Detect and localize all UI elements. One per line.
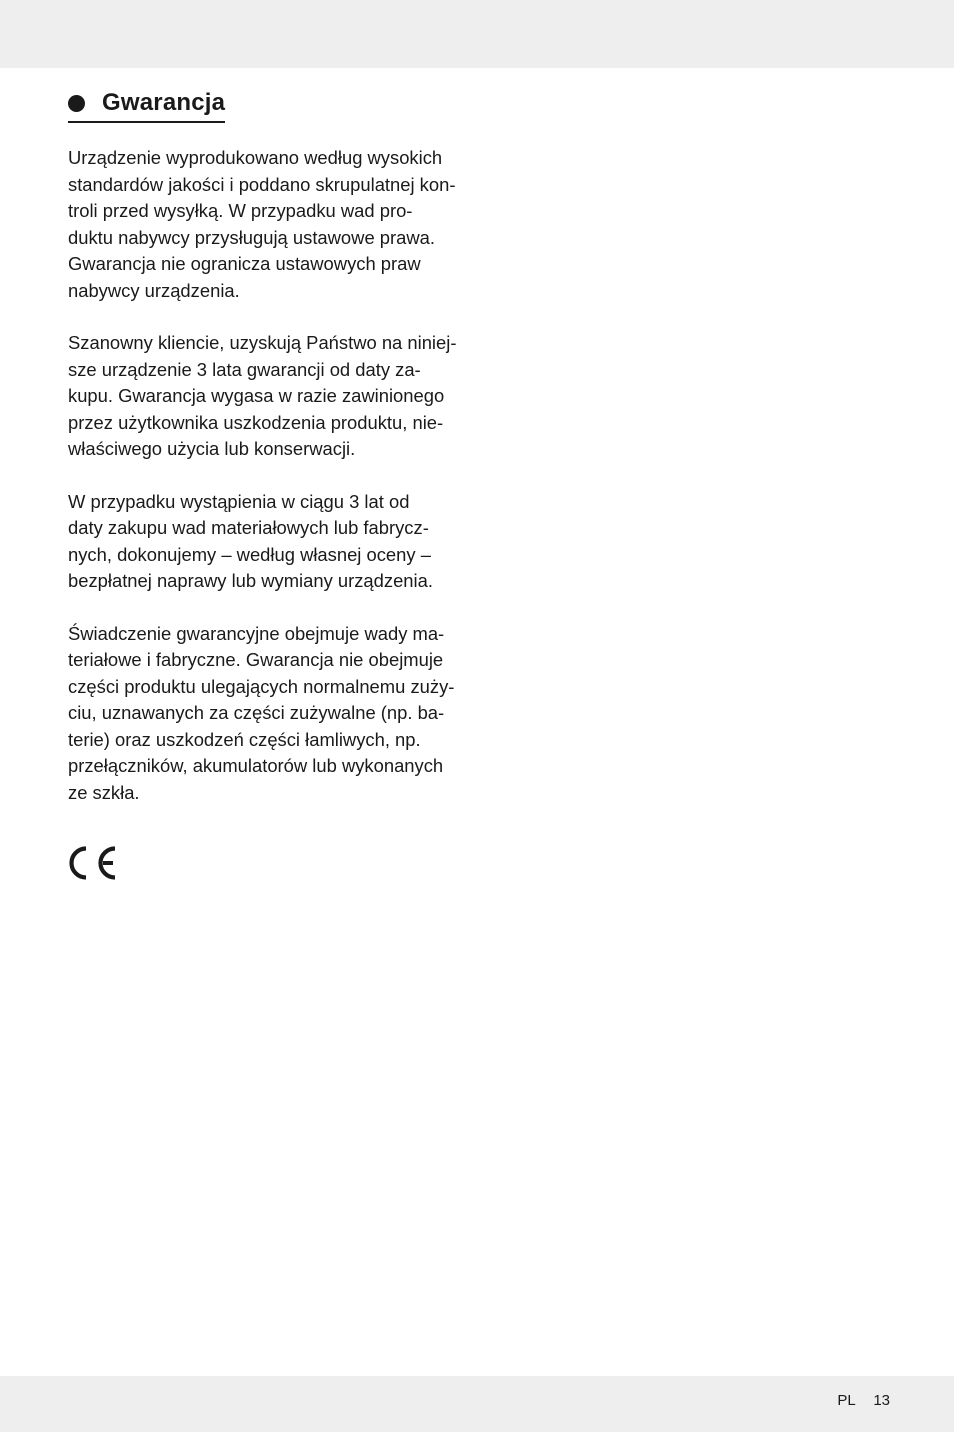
bullet-icon bbox=[68, 95, 85, 112]
text-line: sze urządzenie 3 lata gwarancji od daty za- bbox=[68, 358, 421, 380]
footer-band bbox=[0, 1376, 954, 1432]
text-line: ze szkła. bbox=[68, 781, 140, 803]
text-line: nabywcy urządzenia. bbox=[68, 279, 240, 301]
text-line: ciu, uznawanych za części zużywalne (np. ba- bbox=[68, 702, 445, 723]
language-code: PL bbox=[837, 1392, 856, 1409]
paragraph-2 bbox=[68, 330, 468, 463]
text-line: teriałowe i fabryczne. Gwarancja nie obejmuje bbox=[68, 649, 444, 670]
text-line: bezpłatnej naprawy lub wymiany urządzenia. bbox=[68, 570, 433, 591]
paragraph-4 bbox=[68, 621, 468, 807]
text-line: Świadczenie gwarancyjne obejmuje wady ma- bbox=[68, 622, 445, 644]
warranty-text bbox=[68, 145, 468, 832]
section-title: Gwarancja bbox=[102, 89, 226, 116]
text-line: właściwego użycia lub konserwacji. bbox=[68, 438, 356, 459]
text-line: W przypadku wystąpienia w ciągu 3 lat od bbox=[68, 490, 410, 512]
paragraph-1 bbox=[68, 145, 468, 304]
header-band bbox=[0, 0, 954, 68]
text-line: terie) oraz uszkodzeń części łamliwych, np. bbox=[68, 728, 421, 750]
text-line: Gwarancja nie ogranicza ustawowych praw bbox=[68, 253, 421, 274]
text-line: duktu nabywcy przysługują ustawowe prawa. bbox=[68, 226, 435, 248]
text-line: przez użytkownika uszkodzenia produktu, nie- bbox=[68, 411, 444, 433]
paragraph-3 bbox=[68, 489, 468, 595]
ce-mark-icon bbox=[66, 845, 118, 881]
section-heading bbox=[68, 88, 225, 123]
page-footer bbox=[837, 1391, 890, 1411]
text-line: daty zakupu wad materiałowych lub fabrycz- bbox=[68, 517, 429, 538]
text-line: nych, dokonujemy – według własnej oceny – bbox=[68, 543, 431, 565]
text-line: przełączników, akumulatorów lub wykonanych bbox=[68, 755, 444, 776]
text-line: kupu. Gwarancja wygasa w razie zawinionego bbox=[68, 385, 445, 406]
text-line: standardów jakości i poddano skrupulatnej kon- bbox=[68, 173, 456, 195]
text-line: Szanowny kliencie, uzyskują Państwo na niniej- bbox=[68, 332, 457, 353]
text-line: Urządzenie wyprodukowano według wysokich bbox=[68, 147, 443, 168]
text-line: części produktu ulegających normalnemu zuży- bbox=[68, 675, 455, 697]
page-number: 13 bbox=[873, 1392, 890, 1409]
text-line: troli przed wysyłką. W przypadku wad pro- bbox=[68, 200, 413, 221]
